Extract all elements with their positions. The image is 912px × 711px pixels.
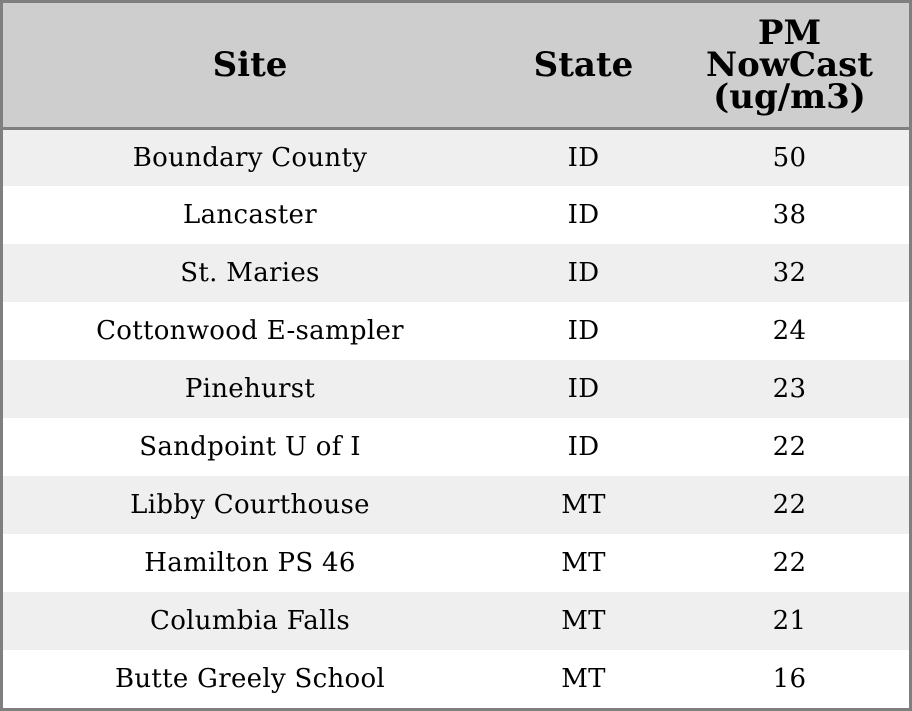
table-row [3,186,909,244]
cell-pm: 38 [772,200,807,230]
cell-site: Sandpoint U of I [139,432,361,462]
column-header-site [3,3,497,128]
cell-state: MT [561,490,606,520]
column-header-pm-line: NowCast [706,44,873,85]
cell-state: MT [561,606,606,636]
cell-site: Hamilton PS 46 [144,548,356,578]
cell-pm: 22 [772,548,807,578]
table-row [3,650,909,708]
cell-site: Butte Greely School [114,664,386,694]
column-header-pm-line: PM [757,12,822,53]
cell-pm: 24 [772,316,807,346]
column-header-state [497,3,670,128]
cell-site: Pinehurst [184,374,316,404]
cell-pm: 32 [772,258,807,288]
cell-site: Columbia Falls [150,606,350,636]
table-row [3,360,909,418]
cell-pm: 21 [772,606,807,636]
cell-pm: 23 [772,374,807,404]
table-row [3,302,909,360]
cell-site: Boundary County [132,142,368,173]
cell-state: MT [561,664,606,694]
cell-pm: 50 [772,142,807,173]
table-row [3,128,909,186]
table-row [3,476,909,534]
cell-site: Libby Courthouse [130,490,370,520]
cell-pm: 22 [772,432,807,462]
table-body [3,128,909,708]
column-header-pm [670,3,909,128]
cell-site: Cottonwood E-sampler [96,316,404,346]
cell-pm: 16 [772,664,807,694]
cell-site: Lancaster [183,200,317,230]
column-header-pm-line: (ug/m3) [713,76,866,117]
table-row [3,244,909,302]
cell-state: ID [567,374,600,404]
cell-state: ID [567,142,600,173]
cell-pm: 22 [772,490,807,520]
header-row [3,3,909,128]
column-header-site-label: Site [212,44,288,85]
table-row [3,534,909,592]
cell-state: MT [561,548,606,578]
cell-state: ID [567,258,600,288]
column-header-state-label: State [533,44,634,85]
cell-state: ID [567,200,600,230]
cell-site: St. Maries [180,258,320,288]
data-table [3,3,909,708]
table-row [3,418,909,476]
cell-state: ID [567,316,600,346]
table-row [3,592,909,650]
cell-state: ID [567,432,600,462]
table-header [3,3,909,128]
